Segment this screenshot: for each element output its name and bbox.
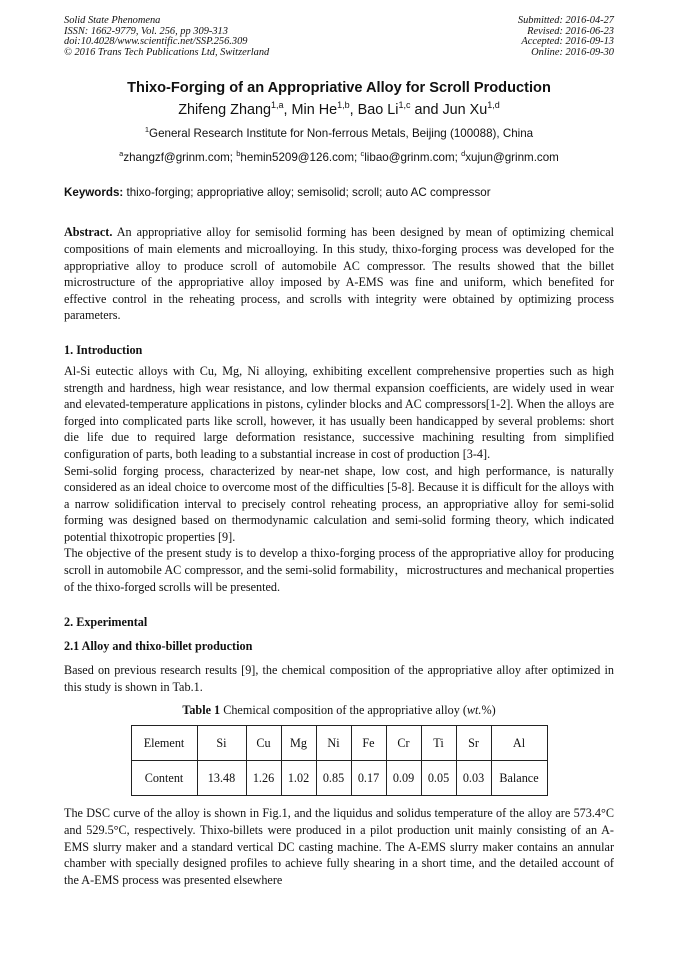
section-heading-introduction: 1. Introduction [64, 342, 143, 357]
table-row [131, 761, 547, 796]
date-online: Online: 2016-09-30 [531, 46, 614, 58]
table-header-cell: Ti [421, 726, 456, 761]
author: Bao Li$^{1,c}$ and [357, 100, 443, 119]
author: Zhifeng Zhang$^{1,a}$, [178, 100, 292, 119]
email-list [64, 151, 614, 165]
paper-page [64, 16, 614, 888]
table-cell: 0.17 [351, 761, 386, 796]
keywords [64, 186, 614, 200]
table-header-cell: Sr [456, 726, 491, 761]
keywords-label: Keywords: [64, 186, 124, 200]
email: $^c$libao@grinm.com; [360, 149, 462, 165]
table-header-cell: Ni [316, 726, 351, 761]
keywords-text: thixo-forging; appropriative alloy; semisolid; scroll; auto AC compressor [123, 186, 491, 200]
date-revised: Revised: 2016-06-23 [527, 25, 614, 37]
table-header-cell: Si [197, 726, 246, 761]
intro-paragraph: The objective of the present study is to develop a thixo-forging process of the appropriative alloy for producing scroll in automobile AC compressor, and the semi-solid formability，microstructures and mechanical properties of the thixo-forged scrolls will be presented. [64, 546, 614, 594]
author: Min He$^{1,b}$, [291, 100, 358, 119]
table-header-cell: Al [491, 726, 547, 761]
subsection-heading-alloy: 2.1 Alloy and thixo-billet production [64, 639, 253, 654]
abstract-label: Abstract. [64, 225, 113, 240]
author-list [64, 101, 614, 119]
journal-info [64, 16, 269, 58]
table-header-cell: Element [131, 726, 197, 761]
intro-paragraph: Al-Si eutectic alloys with Cu, Mg, Ni alloying, exhibiting excellent comprehensive properties such as high strength and hardness, high wear resistance, and low thermal expansion coefficients, are widely used in wear and elevated-temperature applications in pistons, cylinder blocks and AC compressors[1-2]. When the alloys are forged into complicated parts like scroll, however, it has usually been handicapped by several problems: short die life due to required large deformation resistance, successive machining resulting from simplified configuration of parts, both leading to a substantial increase in cost of production [3-4]. [64, 363, 614, 461]
date-submitted: Submitted: 2016-04-27 [517, 15, 614, 26]
date-accepted: Accepted: 2016-09-13 [521, 36, 614, 48]
email: $^a$zhangzf@grinm.com; [119, 149, 237, 165]
table-cell: 0.05 [421, 761, 456, 796]
table-header-cell: Cu [246, 726, 281, 761]
composition-table [131, 725, 548, 796]
intro-paragraph: Semi-solid forging process, characterized by near-net shape, low cost, and high performance, is naturally considered as an ideal choice to overcome most of the difficulties [5-8]. Because it is difficult for the alloys with a narrow solidification interval to precisely control reheating process, an appropriative alloy for semi-solid forming was designed based on thermodynamic calculation and semi-solid forming theory, which indicated potential thixotropic properties [9]. [64, 463, 614, 544]
journal-copyright: © 2016 Trans Tech Publications Ltd, Switzerland [64, 46, 270, 58]
table-caption: Table 1 Chemical composition of the appropriative alloy (wt.%) [182, 703, 496, 718]
post-table-paragraph: The DSC curve of the alloy is shown in Fig.1, and the liquidus and solidus temperature of the alloy are 573.4°C and 529.5°C, respectively. Thixo-billets were produced in a pilot production unit mainly consisting of an A-EMS slurry maker and a standard vertical DC casting machine. The A-EMS slurry maker contains an annular chamber with specially designed profiles to achieve fully shearing in a short time, and the detailed account of the A-EMS process was presented elsewhere [64, 806, 614, 887]
table-cell: Content [131, 761, 197, 796]
journal-name: Solid State Phenomena [64, 15, 161, 26]
affiliation: $^1$General Research Institute for Non-ferrous Metals, Beijing (100088), China [144, 125, 534, 141]
abstract-text: An appropriative alloy for semisolid forming has been designed by mean of optimizing chemical compositions of main elements and microalloying. In this study, thixo-forging process was developed for the appropriative alloy to produce scroll of automobile AC compressor. The results showed that the billet microstructure of the appropriative alloy imposed by A-EMS was fine and uniform, which benefited for effective control in the reheating process, and scrolls with integrity were obtained by optimizing process parameters. [64, 225, 614, 323]
section-heading-experimental: 2. Experimental [64, 615, 148, 630]
email: $^d$xujun@grinm.com [461, 149, 559, 165]
publication-dates [518, 16, 614, 58]
table-header-cell: Fe [351, 726, 386, 761]
table-header-cell: Mg [281, 726, 316, 761]
table-cell: 1.02 [281, 761, 316, 796]
table-cell: 1.26 [246, 761, 281, 796]
table-cell: Balance [491, 761, 547, 796]
journal-doi: doi:10.4028/www.scientific.net/SSP.256.309 [64, 36, 248, 48]
abstract [64, 224, 614, 324]
paper-title: Thixo-Forging of an Appropriative Alloy for Scroll Production [127, 80, 551, 97]
table-cell: 0.03 [456, 761, 491, 796]
table-cell: 0.09 [386, 761, 421, 796]
journal-header [64, 16, 614, 58]
journal-issn: ISSN: 1662-9779, Vol. 256, pp 309-313 [64, 25, 228, 37]
table-cell: 0.85 [316, 761, 351, 796]
table-header-cell: Cr [386, 726, 421, 761]
experimental-paragraph: Based on previous research results [9], the chemical composition of the appropriative alloy after optimized in this study is shown in Tab.1. [64, 663, 614, 694]
author: Jun Xu$^{1,d}$ [442, 100, 500, 119]
table-cell: 13.48 [197, 761, 246, 796]
table-header-row [131, 726, 547, 761]
email: $^b$hemin5209@126.com; [236, 149, 361, 165]
